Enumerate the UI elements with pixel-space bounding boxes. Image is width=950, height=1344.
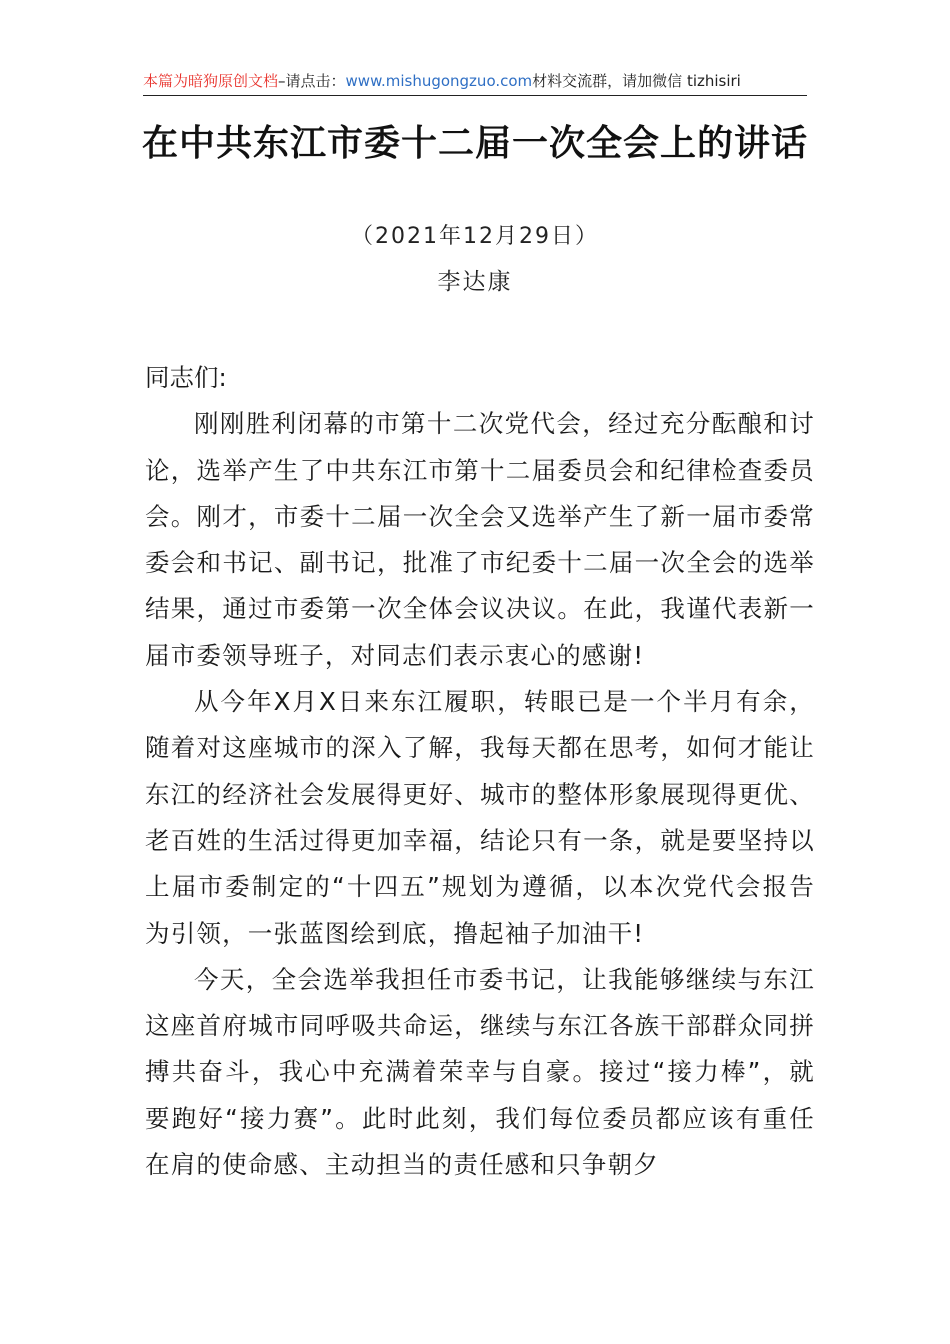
header-url-link[interactable]: www.mishugongzuo.com <box>345 72 533 90</box>
header-banner <box>143 70 807 96</box>
body-paragraph-3: 今天，全会选举我担任市委书记，让我能够继续与东江这座首府城市同呼吸共命运，继续与东江各族干部群众同拼搏共奋斗，我心中充满着荣幸与自豪。接过“接力棒”，就要跑好“接力赛”。此时此刻，我们每位委员都应该有重任在肩的使命感、主动担当的责任感和只争朝夕 <box>145 964 815 1180</box>
header-promo-text: 本篇为暗狗原创文档 <box>143 72 279 90</box>
header-contact-text: 材料交流群，请加微信 tizhisiri <box>532 72 741 90</box>
document-body <box>145 355 815 1188</box>
header-divider <box>143 95 807 96</box>
document-author: 李达康 <box>437 269 513 295</box>
header-click-prompt: –请点击： <box>278 72 346 90</box>
document-title: 在中共东江市委十二届一次全会上的讲话 <box>141 122 808 164</box>
body-paragraph-1: 刚刚胜利闭幕的市第十二次党代会，经过充分酝酿和讨论，选举产生了中共东江市第十二届委员会和纪律检查委员会。刚才，市委十二届一次全会又选举产生了新一届市委常委会和书记、副书记，批准了市纪委十二届一次全会的选举结果，通过市委第一次全体会议决议。在此，我谨代表新一届市委领导班子，对同志们表示衷心的感谢! <box>145 409 815 670</box>
document-date: （2021年12月29日） <box>351 224 599 249</box>
salutation: 同志们: <box>145 363 227 392</box>
body-paragraph-2: 从今年X月X日来东江履职，转眼已是一个半月有余，随着对这座城市的深入了解，我每天都在思考，如何才能让东江的经济社会发展得更好、城市的整体形象展现得更优、老百姓的生活过得更加幸福，结论只有一条，就是要坚持以上届市委制定的“十四五”规划为遵循，以本次党代会报告为引领，一张蓝图绘到底，撸起袖子加油干! <box>145 687 815 948</box>
